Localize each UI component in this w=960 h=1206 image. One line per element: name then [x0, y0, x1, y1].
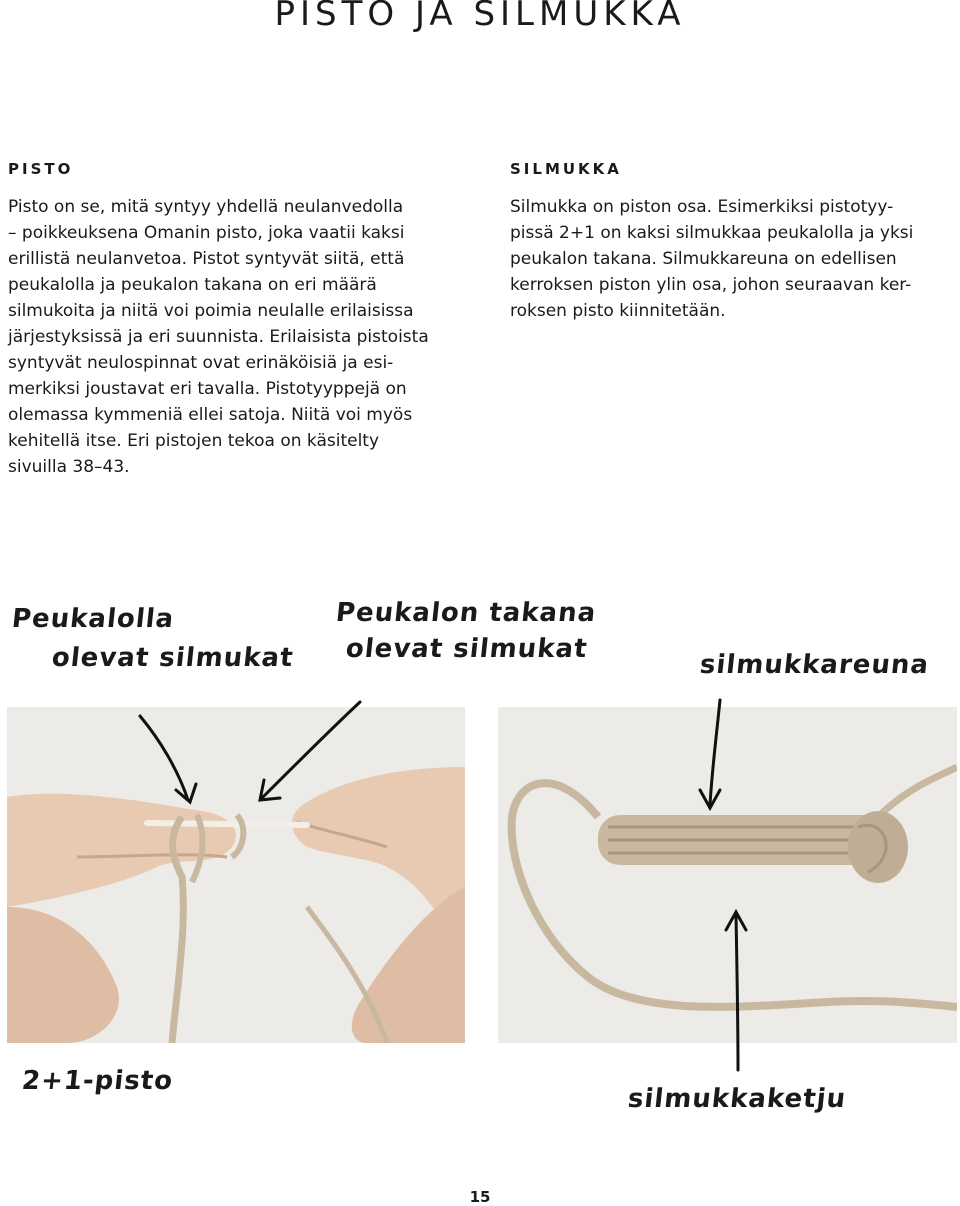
silmukka-line: kerroksen piston ylin osa, johon seuraavan ker- — [510, 275, 912, 295]
pisto-line: merkiksi joustavat eri tavalla. Pistotyyppejä on — [8, 379, 407, 399]
pisto-line: silmukoita ja niitä voi poimia neulalle erilaisissa — [8, 301, 414, 321]
annotation-silmukkaketju: silmukkaketju — [626, 1084, 848, 1114]
arrow-to-edge — [710, 700, 720, 805]
annotation-peukalolla-2: olevat silmukat — [50, 643, 296, 673]
silmukka-heading: SILMUKKA — [510, 160, 622, 178]
arrow-to-chain — [736, 915, 738, 1070]
silmukka-line: peukalon takana. Silmukkareuna on edellisen — [510, 249, 897, 269]
pisto-line: sivuilla 38–43. — [8, 457, 130, 477]
silmukka-line: pissä 2+1 on kaksi silmukkaa peukalolla ja yksi — [510, 223, 914, 243]
pisto-line: peukalolla ja peukalon takana on eri määrä — [8, 275, 377, 295]
annotation-takana-2: olevat silmukat — [344, 634, 590, 664]
arrow-to-back-loops — [262, 702, 360, 798]
page-title: PISTO JA SILMUKKA — [274, 0, 686, 34]
annotation-takana: Peukalon takana — [334, 598, 598, 628]
pisto-line: olemassa kymmeniä ellei satoja. Niitä voi myös — [8, 405, 413, 425]
pisto-heading: PISTO — [8, 160, 74, 178]
pisto-line: syntyvät neulospinnat ovat erinäköisiä ja esi- — [8, 353, 394, 373]
pisto-line: Pisto on se, mitä syntyy yhdellä neulanvedolla — [8, 197, 404, 217]
silmukka-line: roksen pisto kiinnitetään. — [510, 301, 726, 321]
annotation-2-1-pisto: 2+1-pisto — [20, 1066, 175, 1096]
annotation-peukalolla: Peukalolla — [10, 604, 176, 634]
pisto-line: järjestyksissä ja eri suunnista. Erilaisista pistoista — [8, 327, 429, 347]
page-number: 15 — [469, 1188, 491, 1206]
pisto-line: erillistä neulanvetoa. Pistot syntyvät siitä, että — [8, 249, 405, 269]
annotation-silmukkareuna: silmukkareuna — [698, 650, 931, 680]
pisto-line: kehitellä itse. Eri pistojen tekoa on käsitelty — [8, 431, 380, 451]
pisto-line: – poikkeuksena Omanin pisto, joka vaatii kaksi — [8, 223, 405, 243]
arrow-to-thumb-loops — [140, 716, 188, 800]
silmukka-line: Silmukka on piston osa. Esimerkiksi pistotyy- — [510, 197, 894, 217]
